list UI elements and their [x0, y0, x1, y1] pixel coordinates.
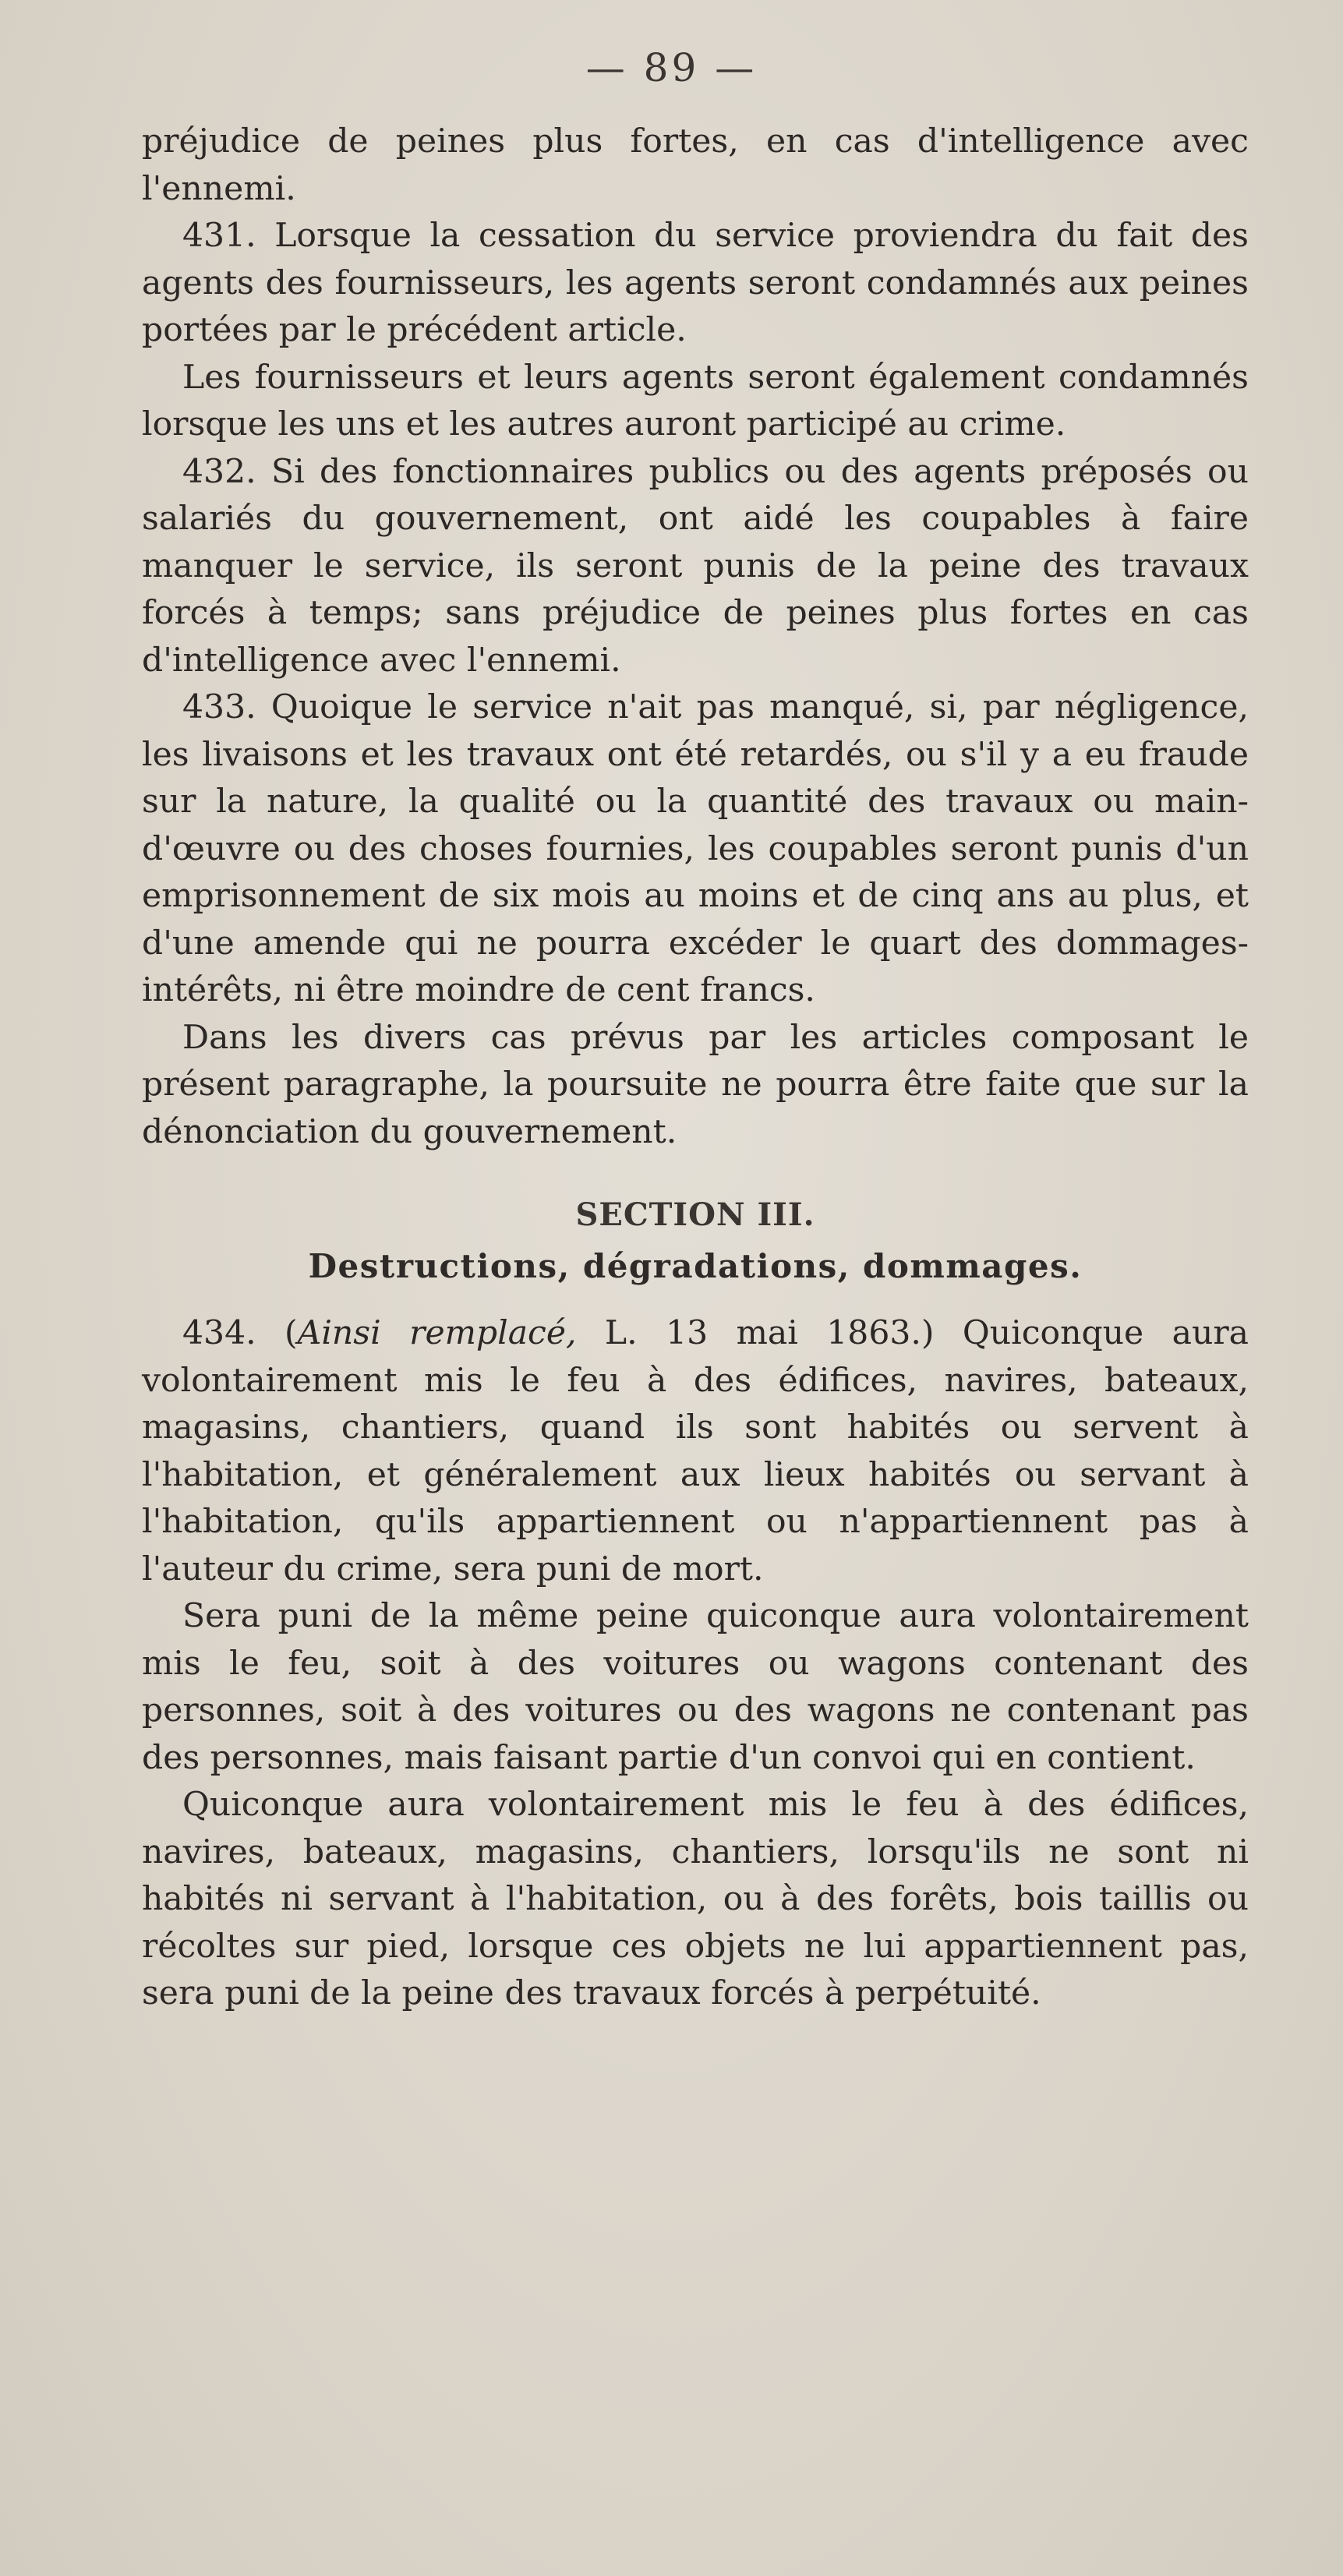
paragraph-vehicles: Sera puni de la même peine quiconque aura volontairement mis le feu, soit à des voitures ou wagons contenant des personnes, soit à des voitures ou des wagons ne contenant pas des personnes, mais faisant partie d'un convoi qui en contient. [142, 1597, 1249, 1777]
section-subtitle: Destructions, dégradations, dommages. [308, 1247, 1083, 1285]
paragraph-article-431: 431. Lorsque la cessation du service proviendra du fait des agents des fournisseurs, les agents seront condamnés aux peines portées par le précédent article. [142, 217, 1249, 349]
body-text [142, 118, 1249, 2018]
paragraph-prosecution: Dans les divers cas prévus par les articles composant le présent paragraphe, la poursuite ne pourra être faite que sur la dénonciation du gouvernement. [142, 1018, 1249, 1151]
paragraph-article-434 [142, 1310, 1249, 1593]
paragraph-article-433: 433. Quoique le service n'ait pas manqué, si, par négligence, les livaisons et les travaux ont été retardés, ou s'il y a eu fraude sur la nature, la qualité ou la quantité des travaux ou main-d'œuvre ou des choses fournies, les coupables seront punis d'un emprisonnement de six mois au moins et de cinq ans au plus, et d'une amende qui ne pourra excéder le quart des dommages-intérêts, ni être moindre de cent francs. [142, 688, 1249, 1009]
paragraph-article-432: 432. Si des fonctionnaires publics ou des agents préposés ou salariés du gouvernement, ont aidé les coupables à faire manquer le service, ils seront punis de la peine des travaux forcés à temps; sans préjudice de peines plus fortes en cas d'intelligence avec l'ennemi. [142, 452, 1249, 680]
article-434-number: 434. ( [182, 1314, 298, 1352]
page-number: — 89 — [585, 45, 758, 90]
paragraph-uninhabited: Quiconque aura volontairement mis le feu à des édifices, navires, bateaux, magasins, chantiers, lorsqu'ils ne sont ni habités ni servant à l'habitation, ou à des forêts, bois taillis ou récoltes sur pied, lorsque ces objets ne lui appartiennent pas, sera puni de la peine des travaux forcés à perpétuité. [142, 1786, 1249, 2012]
paragraph-suppliers: Les fournisseurs et leurs agents seront également condamnés lorsque les uns et les autres auront participé au crime. [142, 358, 1249, 443]
paragraph-continuation: préjudice de peines plus fortes, en cas d'intelligence avec l'ennemi. [142, 122, 1249, 208]
section-title: SECTION III. [575, 1196, 815, 1233]
article-434-note: Ainsi remplacé, [297, 1314, 577, 1352]
article-434-text: L. 13 mai 1863.) Quiconque aura volontairement mis le feu à des édifices, navires, bateaux, magasins, chantiers, quand ils sont habités ou servent à l'habitation, et généralement aux lieux habités ou servant à l'habitation, qu'ils appartiennent ou n'appartiennent pas à l'auteur du crime, sera puni de mort. [142, 1314, 1249, 1588]
